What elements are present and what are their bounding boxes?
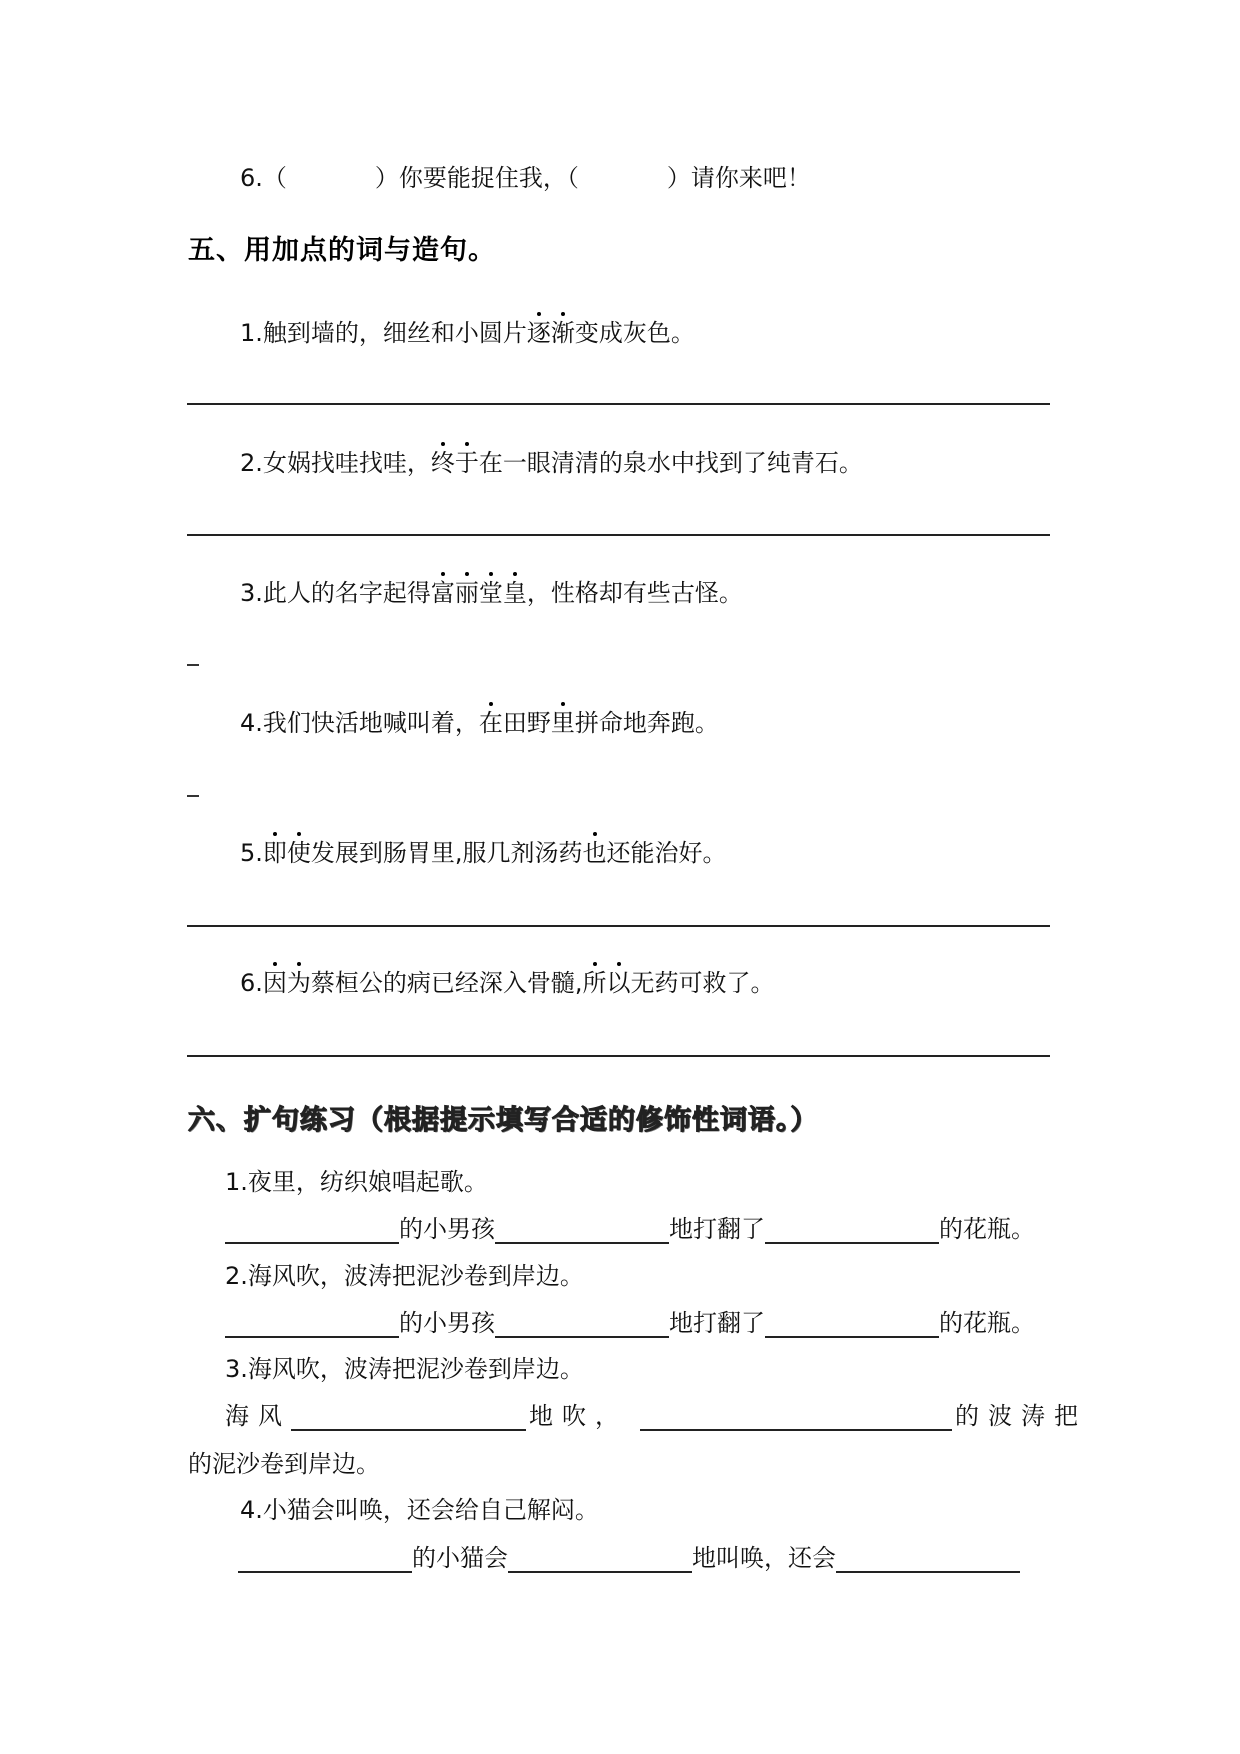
- sentence-text: 触到墙的，细丝和小圆片: [262, 319, 527, 347]
- emphasis-dot-char: 逐: [526, 319, 551, 347]
- emphasis-dot-char: 于: [454, 449, 479, 477]
- sentence-text: 我们快活地喊叫着，: [262, 709, 479, 737]
- stray-underscore-mark: [187, 664, 199, 666]
- emphasized-word: [431, 449, 479, 477]
- fill-blank[interactable]: [765, 1312, 939, 1338]
- item-number: 4.: [240, 709, 263, 737]
- emphasized-word: [583, 969, 631, 997]
- emphasis-dot-char: 在: [478, 709, 503, 737]
- emphasis-dot-char: 因: [262, 969, 287, 997]
- section-5-title: 五、用加点的词与造句。: [188, 235, 496, 266]
- sentence-item-2: [240, 448, 863, 478]
- expand-prompt-3: 3.海风吹，波涛把泥沙卷到岸边。: [225, 1355, 584, 1383]
- emphasis-dot-char: 以: [606, 969, 631, 997]
- emphasis-dot-char: 使: [286, 839, 311, 867]
- sentence-item-6: [240, 968, 775, 998]
- item-number: 3.: [240, 579, 263, 607]
- fill-blank[interactable]: [225, 1312, 399, 1338]
- expand-prompt-4: 4.小猫会叫唤，还会给自己解闷。: [240, 1496, 599, 1524]
- emphasis-dot-char: 皇: [502, 579, 527, 607]
- emphasized-word: [263, 969, 311, 997]
- emphasis-dot-char: 渐: [550, 319, 575, 347]
- emphasis-dot-char: 为: [286, 969, 311, 997]
- expand-prompt-1: 1.夜里，纺织娘唱起歌。: [225, 1168, 488, 1196]
- sentence-text: 变成灰色。: [574, 319, 695, 347]
- fill-blank[interactable]: [508, 1547, 692, 1573]
- fill-blank[interactable]: [225, 1218, 399, 1244]
- sentence-text: 还能治好。: [606, 839, 727, 867]
- emphasized-word: [431, 579, 527, 607]
- sentence-item-5: [240, 838, 727, 868]
- emphasized-word: [583, 839, 607, 867]
- emphasized-word: [479, 709, 503, 737]
- fill-bracket-item-6: 6.（ ）你要能捉住我，（ ）请你来吧！: [240, 164, 811, 192]
- fill-blank[interactable]: [495, 1218, 669, 1244]
- expand-prompt-2: 2.海风吹，波涛把泥沙卷到岸边。: [225, 1262, 584, 1290]
- expand-fill-4: 的小猫会 地叫唤，还会: [238, 1543, 1020, 1573]
- emphasis-dot-char: 所: [582, 969, 607, 997]
- item-number: 6.: [240, 164, 263, 192]
- sentence-text: 女娲找哇找哇，: [262, 449, 431, 477]
- sentence-text: ，性格却有些古怪。: [526, 579, 743, 607]
- section-6-title: 六、扩句练习（根据提示填写合适的修饰性词语。）: [188, 1105, 819, 1136]
- emphasis-dot-char: 堂: [478, 579, 503, 607]
- sentence-item-3: [240, 578, 743, 608]
- expand-fill-3-continued: 的泥沙卷到岸边。: [188, 1450, 380, 1478]
- item-number: 1.: [240, 319, 263, 347]
- sentence-text: 蔡桓公的病已经深入骨髓,: [310, 969, 583, 997]
- sentence-text: 此人的名字起得: [262, 579, 431, 607]
- sentence-text: 无药可救了。: [630, 969, 775, 997]
- item-number: 5.: [240, 839, 263, 867]
- sentence-item-1: [240, 318, 695, 348]
- emphasized-word: [551, 709, 575, 737]
- answer-line-1[interactable]: [187, 403, 1050, 405]
- fill-blank[interactable]: [495, 1312, 669, 1338]
- item-number: 2.: [240, 449, 263, 477]
- emphasis-dot-char: 也: [582, 839, 607, 867]
- emphasized-word: [527, 319, 575, 347]
- expand-fill-2: 的小男孩 地打翻了 的花瓶。: [225, 1308, 1035, 1338]
- sentence-text: 拼命地奔跑。: [574, 709, 719, 737]
- expand-fill-3: 海风 地吹， 的波涛把: [225, 1402, 1087, 1430]
- sentence-item-4: [240, 708, 719, 738]
- fill-blank[interactable]: [291, 1405, 526, 1431]
- answer-line-5[interactable]: [187, 925, 1050, 927]
- answer-line-2[interactable]: [187, 534, 1050, 536]
- stray-underscore-mark: [187, 795, 199, 797]
- emphasis-dot-char: 丽: [454, 579, 479, 607]
- fill-blank[interactable]: [765, 1218, 939, 1244]
- answer-line-6[interactable]: [187, 1055, 1050, 1057]
- emphasis-dot-char: 终: [430, 449, 455, 477]
- sentence-text: 发展到肠胃里,服几剂汤药: [310, 839, 583, 867]
- fill-blank[interactable]: [238, 1547, 412, 1573]
- expand-fill-1: 的小男孩 地打翻了 的花瓶。: [225, 1214, 1035, 1244]
- fill-blank[interactable]: [640, 1405, 952, 1431]
- item-number: 6.: [240, 969, 263, 997]
- emphasis-dot-char: 里: [550, 709, 575, 737]
- emphasized-word: [263, 839, 311, 867]
- emphasis-dot-char: 即: [262, 839, 287, 867]
- emphasis-dot-char: 富: [430, 579, 455, 607]
- fill-blank[interactable]: [836, 1547, 1020, 1573]
- sentence-text: 在一眼清清的泉水中找到了纯青石。: [478, 449, 863, 477]
- sentence-text: 田野: [502, 709, 551, 737]
